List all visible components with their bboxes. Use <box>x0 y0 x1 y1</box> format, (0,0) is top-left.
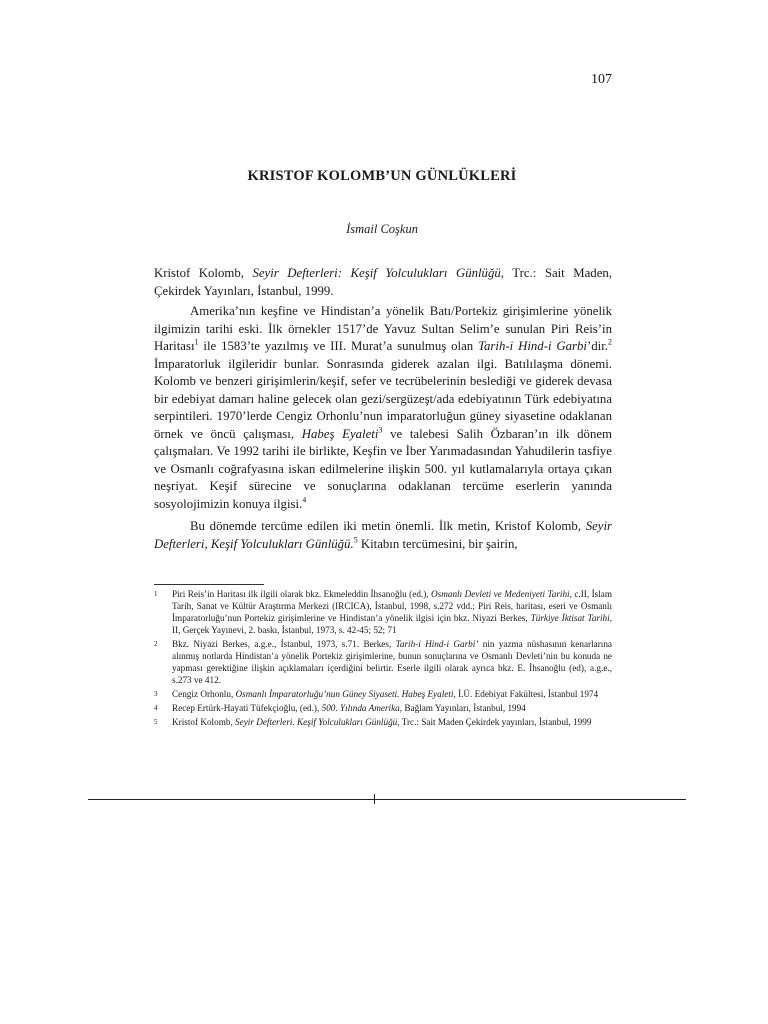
footnotes <box>154 588 612 728</box>
footnote-text <box>172 702 612 714</box>
footnote-ref[interactable]: 5 <box>353 535 358 545</box>
paragraph-text: ile 1583’te yazılmış ve III. Murat’a sunulmuş olan <box>198 339 479 353</box>
footnote-number: 2 <box>154 640 158 648</box>
footnote-number: 1 <box>154 590 158 598</box>
footnote-text-part: , İ.Ü. Edebiyat Fakültesi, İstanbul 1974 <box>453 689 599 699</box>
book-citation <box>154 265 612 300</box>
paragraph-text: ’dir. <box>587 339 608 353</box>
paragraph-text: İmparatorluk ilgileridir bunlar. Sonrasında giderek azalan ilgi. Batılılaşma dönemi. Kolomb ve benzeri girişimlerin/keşif, sefer ve tecrübelerinin beslediği ve giderek devasa bir edebiyat damarı haline gelecek olan gezi/sergüzeşt/ada edebiyatının Türk edebiyatına serpintileri. 1970’lerde Cengiz Orhonlu’nun imparatorluğun güney siyasetine odaklanan örnek ve öncü çalışması, <box>154 356 612 441</box>
footnote-text <box>172 716 612 728</box>
paragraph-text: ve talebesi Salih Özbaran’ın ilk dönem çalışmaları. Ve 1992 tarihi ile birlikte, Keşfin ve İber Yarımadasından Yahudilerin tasfiye ve Osmanlı coğrafyasına iskan edilmelerine ilişkin 500. yıl kutlamalarıyla ortaya çıkan neşriyat. Keşif sürecine ve sonuçlarına odaklanan tercüme eserlerin yanında sosyolojimizin konuya ilgisi. <box>154 426 612 511</box>
footnote-italic: Türkiye İktisat Tarihi <box>530 613 610 623</box>
paragraph-text: Amerika’nın keşfine ve Hindistan’a yönelik Batı/Portekiz girişimlerine yönelik ilgimizin tarihi eski. İlk örnekler 1517’de Yavuz Sultan Selim’e sunulan Piri Reis’in Haritası <box>154 304 612 353</box>
footnote-number: 5 <box>154 718 158 726</box>
scan-edge-line <box>88 799 686 800</box>
footnote-text-part: , Bağlam Yayınları, İstanbul, 1994 <box>399 703 526 713</box>
footnote-ref[interactable]: 1 <box>194 337 199 347</box>
article-title: KRISTOF KOLOMB’UN GÜNLÜKLERİ <box>247 168 517 184</box>
citation-publisher: , Trc.: Sait Maden, Çekirdek Yayınları, İstanbul, 1999. <box>154 266 612 298</box>
footnote-text-part: , Trc.: Sait Maden Çekirdek yayınları, İstanbul, 1999 <box>397 717 592 727</box>
footnote-ref[interactable]: 3 <box>378 425 383 435</box>
body-text <box>154 265 612 553</box>
footnote-text-part: nin yazma nüshasının kenarlarına alınmış notlarda Hindistan’a yönelik Portekiz girişimlerine, bunun sonuçlarına ve Osmanlı Devleti’nin bu konuda ne yapması gerektiğine ilişkin açıklamaları içerdiğini belirtir. Eserle ilgili olarak ayrıca bkz. E. İhsanoğlu (ed), a.g.e., s.273 ve 412. <box>172 639 612 685</box>
footnote-number: 3 <box>154 690 158 698</box>
footnote-italic: Seyir Defterleri. Keşif Yolculukları Günlüğü <box>235 717 398 727</box>
italic-title: Tarih-i Hind-i Garbi <box>478 339 587 353</box>
paragraph-2 <box>154 518 612 553</box>
footnote-ref[interactable]: 2 <box>607 337 612 347</box>
footnote-text-part: Recep Ertürk-Hayati Tüfekçioğlu, (ed.), <box>172 703 322 713</box>
footnote-separator <box>154 584 264 585</box>
footnote-italic: 500. Yılında Amerika <box>321 703 400 713</box>
footnote-text-part: Cengiz Orhonlu, <box>172 689 236 699</box>
page-number: 107 <box>591 72 612 87</box>
italic-title: Habeş Eyaleti <box>301 426 379 441</box>
footnote-1 <box>154 588 612 636</box>
scan-center-mark <box>374 794 375 804</box>
footnote-ref[interactable]: 4 <box>302 495 307 505</box>
footnote-text <box>172 688 612 700</box>
footnote-2 <box>154 638 612 686</box>
footnote-5 <box>154 716 612 728</box>
footnote-number: 4 <box>154 704 158 712</box>
footnote-text-part: , c.II, İslam Tarih, Sanat ve Kültür Araştırma Merkezi (IRCICA), İstanbul, 1998, s.272 vdd.; Piri Reis, haritası, eseri ve Osmanlı İmparatorluğu’nun Portekiz girişimlerine ve Hindistan’a yönelik ilgisi için bkz. Niyazi Berkes, <box>172 589 612 623</box>
footnote-italic: Osmanlı Devleti ve Medeniyeti Tarihi <box>431 589 570 599</box>
footnote-4 <box>154 702 612 714</box>
paragraph-text: Bu dönemde tercüme edilen iki metin önemli. İlk metin, Kristof Kolomb, <box>190 519 586 533</box>
citation-book-title: Seyir Defterleri: Keşif Yolculukları Günlüğü <box>252 266 501 280</box>
italic-title: Seyir Defterleri, Keşif Yolculukları Günlüğü. <box>154 519 612 551</box>
footnote-text <box>172 588 612 636</box>
footnote-3 <box>154 688 612 700</box>
author-name: İsmail Coşkun <box>346 222 418 236</box>
footnote-text-part: Bkz. Niyazi Berkes, a.g.e., İstanbul, 1973, s.71. Berkes, <box>172 639 396 649</box>
footnote-text-part: , II, Gerçek Yayınevi, 2. baskı, İstanbul, 1973, s. 42-45; 52; 71 <box>172 613 612 635</box>
footnote-text-part: Piri Reis’in Haritası ilk ilgili olarak bkz. Ekmeleddin İhsanoğlu (ed.), <box>172 589 432 599</box>
footnote-italic: Tarih-i Hind-i Garbi’ <box>395 639 479 649</box>
footnote-text-part: Kristof Kolomb, <box>172 717 236 727</box>
paragraph-1 <box>154 303 612 513</box>
paragraph-text: Kitabın tercümesini, bir şairin, <box>357 536 518 551</box>
footnote-text <box>172 638 612 686</box>
footnote-italic: Osmanlı İmparatorluğu’nun Güney Siyaseti. Habeş Eyaleti <box>235 689 454 699</box>
citation-author: Kristof Kolomb, <box>154 266 253 280</box>
